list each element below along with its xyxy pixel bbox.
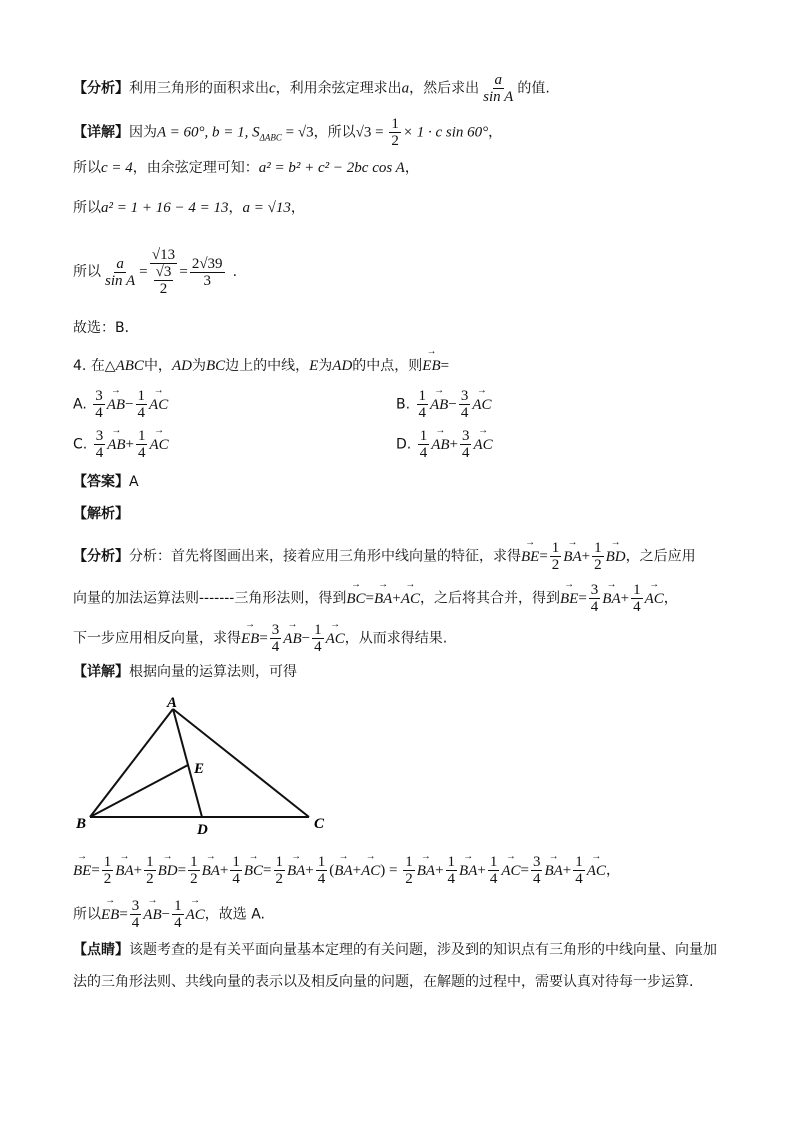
detail2-line: 【详解】根据向量的运算法则，可得: [73, 664, 297, 680]
choice-d[interactable]: D. $\frac{1}{4}$ → AB+ $\frac{3}{4}$ → AC: [396, 428, 493, 461]
analysis-tag: 【分析】: [73, 80, 129, 97]
fraction-result: $\frac{2√39}{3}$: [191, 255, 223, 289]
answer-line: 【答案】A: [73, 474, 139, 490]
dianjing-line-1: 【点睛】该题考查的是有关平面向量基本定理的有关问题，涉及到的知识点有三角形的中线向量、向量加: [73, 942, 717, 958]
cosine-law-line: 所以c = 4，由余弦定理可知：a² = b² + c² − 2bc cos A，: [73, 160, 419, 176]
triangle-figure: [70, 695, 340, 840]
choice-c[interactable]: C. $\frac{3}{4}$ → AB+ $\frac{1}{4}$ → AC: [73, 428, 169, 461]
fraction-a-over-sinA: $\frac{a}{\text{sin A}}$: [105, 255, 136, 289]
ratio-line: 所以 $\frac{a}{\text{sin A}}$ = $\frac{√13}{\frac{√3}{2}}$ = $\frac{2√39}{3}$ .: [73, 247, 238, 297]
label-b: B: [76, 816, 87, 832]
fraction: $\frac{a}{\text{sin A}}$: [483, 72, 514, 105]
side-ab: [90, 709, 173, 817]
analysis2-line-3: 下一步应用相反向量，求得→ EB= $\frac{3}{4}$ → AB− $\frac{1}{4}$ → AC，从而求得结果.: [73, 622, 447, 655]
detail-tag: 【详解】: [73, 124, 129, 141]
question-4: 4. 在△ABC中，AD为BC边上的中线，E为AD的中点，则→ EB=: [73, 356, 449, 376]
analysis2-line-2: 向量的加法运算法则-------三角形法则，得到→ BC=→ BA+→ AC，之后将其合并，得到→ BE= $\frac{3}{4}$ → BA+ $\frac{1}{4}$ → AC，: [73, 582, 678, 615]
a-value-line: 所以a² = 1 + 16 − 4 = 13，a = √13，: [73, 200, 305, 216]
label-c: C: [314, 816, 325, 832]
fraction-half: $\frac{1}{2}$: [391, 116, 399, 149]
analysis2-line-1: 【分析】分析：首先将图画出来，接着应用三角形中线向量的特征，求得→ BE= $\frac{1}{2}$ → BA+ $\frac{1}{2}$ → BD，之后应用: [73, 540, 696, 573]
detail-line-1: 【详解】因为A = 60°, b = 1, $S_{\Delta ABC} = √3$，所以√3 = $\frac{1}{2}$ × 1 · c sin 60°，: [73, 116, 503, 149]
dianjing-line-2: 法的三角形法则、共线向量的表示以及相反向量的问题，在解题的过程中，需要认真对待每一步运算.: [73, 974, 694, 990]
analysis-line-1: 【分析】利用三角形的面积求出c，利用余弦定理求出a，然后求出 $\frac{a}{\text{sin A}}$ 的值.: [73, 72, 550, 105]
label-a: A: [167, 695, 178, 711]
choice-b[interactable]: B. $\frac{1}{4}$ → AB− $\frac{3}{4}$ → AC: [396, 388, 491, 421]
label-e: E: [194, 761, 205, 777]
choice-a[interactable]: A. $\frac{3}{4}$ → AB− $\frac{1}{4}$ → AC: [73, 388, 168, 421]
fraction-sqrt13-over-sqrt3half: $\frac{√13}{\frac{√3}{2}}$: [151, 247, 176, 297]
vector-chain: → BE= $\frac{1}{2}$ → BA+ $\frac{1}{2}$ → BD= $\frac{1}{2}$ → BA+ $\frac{1}{4}$ → BC= $\frac{1}{2}$ → BA+ $\frac{1}{4}$ (→ BA+→ AC) = $\frac{1}{2}$ → BA+ $\frac{1}{4}$ → BA+ $\frac{1}{4}$ → AC= $\frac{3}{4}$ → BA+ $\frac{1}{4}$ → AC，: [73, 854, 620, 887]
label-d: D: [197, 822, 208, 838]
prev-answer: 故选：B．: [73, 320, 139, 336]
conclusion-line: 所以→ EB= $\frac{3}{4}$ → AB− $\frac{1}{4}$ → AC，故选 A.: [73, 898, 265, 931]
segment-be: [90, 765, 188, 817]
jiexi-tag: 【解析】: [73, 506, 129, 522]
